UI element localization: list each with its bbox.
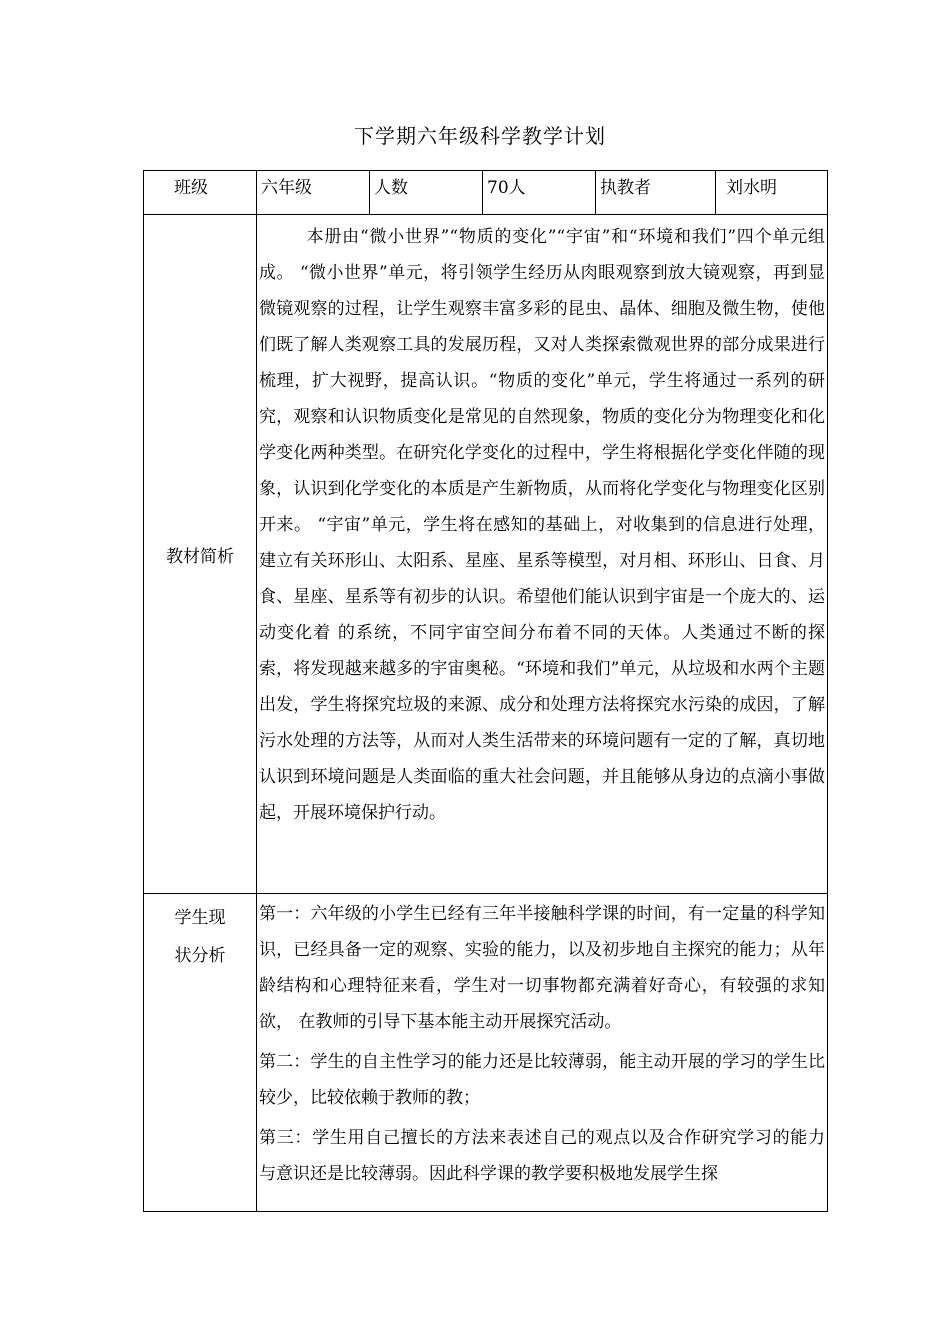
students-label-line2: 状分析 (174, 946, 226, 966)
page-title: 下学期六年级科学教学计划 (354, 124, 606, 148)
teacher-value-cell (716, 171, 828, 215)
plan-table (143, 170, 828, 1212)
header-row (144, 171, 828, 215)
students-paragraph-1: 第一：六年级的小学生已经有三年半接触科学课的时间，有一定量的科学知识，已经具备一定的观察、实验的能力，以及初步地自主探究的能力；从年龄结构和心理特征来看，学生对一切事物都充满着好奇心，有较强的求知欲， 在教师的引导下基本能主动开展探究活动。 (259, 904, 825, 1032)
students-paragraph-2: 第二：学生的自主性学习的能力还是比较薄弱，能主动开展的学习的学生比较少，比较依赖于教师的教； (259, 1052, 825, 1108)
class-value-cell (257, 171, 370, 215)
teacher-label: 执教者 (600, 178, 651, 198)
students-paragraph-3: 第三：学生用自己擅长的方法来表述自己的观点以及合作研究学习的能力 与意识还是比较薄弱。因此科学课的教学要积极地发展学生探 (259, 1128, 825, 1184)
textbook-text: 本册由“微小世界”“物质的变化”“宇宙”和“环境和我们”四个单元组成。 “微小世界”单元，将引领学生经历从肉眼观察到放大镜观察，再到显微镜观察的过程，让学生观察丰富多彩的昆虫、晶体、细胞及微生物，使他们既了解人类观察工具的发展历程，又对人类探索微观世界的部分成果进行梳理，扩大视野，提高认识。“物质的变化”单元，学生将通过一系列的研究，观察和认识物质变化是常见的自然现象，物质的变化分为物理变化和化学变化两种类型。在研究化学变化的过程中，学生将根据化学变化伴随的现象，认识到化学变化的本质是产生新物质，从而将化学变化与物理变化区别开来。 “宇宙”单元，学生将在感知的基础上，对收集到的信息进行处理，建立有关环形山、太阳系、星座、星系等模型，对月相、环形山、日食、月食、星座、星系等有初步的认识。希望他们能认识到宇宙是一个庞大的、运动变化着 的系统，不同宇宙空间分布着不同的天体。人类通过不断的探索，将发现越来越多的宇宙奥秘。“环境和我们”单元，从垃圾和水两个主题出发，学生将探究垃圾的来源、成分和处理方法将探究水污染的成因，了解污水处理的方法等，从而对人类生活带来的环境问题有一定的了解，真切地认识到环境问题是人类面临的重大社会问题，并且能够从身边的点滴小事做起，开展环境保护行动。 (259, 227, 825, 823)
class-value: 六年级 (261, 178, 312, 198)
teacher-label-cell (596, 171, 716, 215)
count-value: 70人 (487, 178, 526, 198)
textbook-label: 教材简析 (144, 215, 257, 894)
students-label-cell (144, 894, 257, 1212)
count-value-cell (483, 171, 596, 215)
students-body-cell (257, 894, 828, 1212)
teacher-value: 刘水明 (726, 178, 777, 198)
students-row (144, 894, 828, 1212)
class-label-cell (144, 171, 257, 215)
textbook-row (144, 215, 828, 894)
count-label: 人数 (374, 178, 408, 198)
count-label-cell (370, 171, 483, 215)
students-label-line1: 学生现 (174, 908, 226, 928)
textbook-body-cell (257, 215, 828, 894)
class-label: 班级 (174, 178, 208, 198)
